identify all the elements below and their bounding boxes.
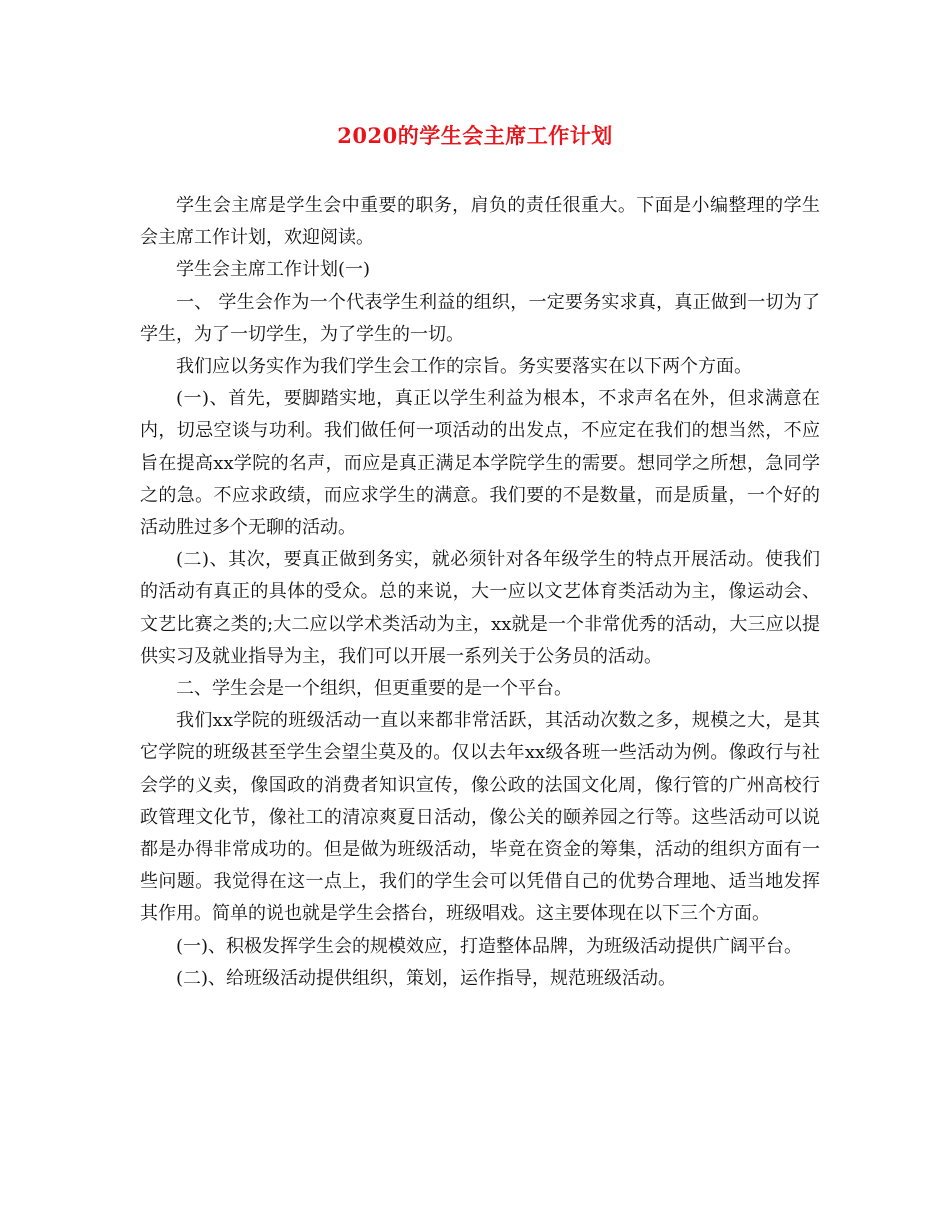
paragraph-aspect-1: (一)、积极发挥学生会的规模效应，打造整体品牌，为班级活动提供广阔平台。 xyxy=(176,935,803,957)
paragraph-intro: 学生会主席是学生会中重要的职务，肩负的责任很重大。下面是小编整理的学生会主席工作计划，欢迎阅读。 xyxy=(140,195,820,249)
paragraph-point-1: 一、 学生会作为一个代表学生利益的组织，一定要务实求真，真正做到一切为了学生，为了一切学生，为了学生的一切。 xyxy=(140,291,820,345)
paragraph-subpoint-1: (一)、首先，要脚踏实地，真正以学生利益为根本，不求声名在外，但求满意在内，切忌空谈与功利。我们做任何一项活动的出发点，不应定在我们的想当然，不应旨在提高xx学院的名声，而应是真正满足本学院学生的需要。想同学之所想，急同学之的急。不应求政绩，而应求学生的满意。我们要的不是数量，而是质量，一个好的活动胜过多个无聊的活动。 xyxy=(140,388,820,539)
paragraph-subpoint-2: (二)、其次，要真正做到务实，就必须针对各年级学生的特点开展活动。使我们的活动有真正的具体的受众。总的来说，大一应以文艺体育类活动为主，像运动会、文艺比赛之类的;大二应以学术类活动为主，xx就是一个非常优秀的活动，大三应以提供实习及就业指导为主，我们可以开展一系列关于公务员的活动。 xyxy=(140,549,820,667)
paragraph-aspect-2: (二)、给班级活动提供组织，策划，运作指导，规范班级活动。 xyxy=(176,967,677,989)
section-heading-plan-1: 学生会主席工作计划(一) xyxy=(176,259,371,281)
document-title: 2020的学生会主席工作计划 xyxy=(337,123,613,148)
paragraph-class-activities: 我们xx学院的班级活动一直以来都非常活跃，其活动次数之多，规模之大，是其它学院的班级甚至学生会望尘莫及的。仅以去年xx级各班一些活动为例。像政行与社会学的义卖，像国政的消费者知识宣传，像公政的法国文化周，像行管的广州高校行政管理文化节，像社工的清凉爽夏日活动，像公关的颐养园之行等。这些活动可以说都是办得非常成功的。但是做为班级活动，毕竟在资金的筹集，活动的组织方面有一些问题。我觉得在这一点上，我们的学生会可以凭借自己的优势合理地、适当地发挥其作用。简单的说也就是学生会搭台，班级唱戏。这主要体现在以下三个方面。 xyxy=(140,710,820,925)
document-body xyxy=(140,190,820,995)
paragraph-principle: 我们应以务实作为我们学生会工作的宗旨。务实要落实在以下两个方面。 xyxy=(176,356,752,378)
paragraph-point-2: 二、学生会是一个组织，但更重要的是一个平台。 xyxy=(176,678,572,700)
